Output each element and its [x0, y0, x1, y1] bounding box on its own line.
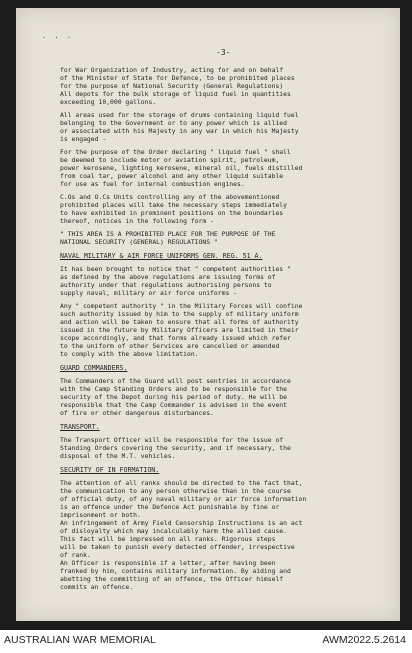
paragraph: The Transport Officer will be responsible for the issue of Standing Orders covering the security, and if necessary, the disposal of the M.T. vehicles.: [60, 436, 291, 460]
document-body: [60, 66, 382, 596]
paragraph: C.Os and O.Cs Units controlling any of the abovementioned prohibited places will take the necessary steps immediately to have exhibited in prominent positions on the boundaries thereof, notices in the following form -: [60, 193, 288, 225]
document-page: [16, 8, 400, 621]
paragraph: It has been brought to notice that " competent authorities " as defined by the above regulations are issuing forms of authority under that regulations authorising persons to supply naval, military or air force uniforms -: [60, 265, 291, 297]
section-heading: GUARD COMMANDERS.: [60, 364, 128, 372]
paragraph: " THIS AREA IS A PROHIBITED PLACE FOR THE PURPOSE OF THE NATIONAL SECURITY (GENERAL) REGULATIONS ": [60, 230, 276, 246]
paragraph: Any " competent authority " in the Military Forces will confine such authority issued by him to the supply of military uniform and action will be taken to ensure that all forms of authority issued in the future by Military Officers are limited in their scope accordingly, and that forms already issued which refer to the uniform of other Services are cancelled or amended to comply with the above limitation.: [60, 302, 303, 358]
paragraph: for War Organization of Industry, acting for and on behalf of the Minister of State for Defence, to be prohibited places for the purpose of National Security (General Regulations) All depots for the bulk storage of liquid fuel in quantities exceeding 10,000 gallons.: [60, 66, 295, 106]
footer-accession-number: AWM2022.5.2614: [322, 634, 406, 646]
page-number: -3-: [216, 48, 231, 57]
section-heading: SECURITY OF IN FORMATION.: [60, 466, 160, 474]
footer-bar: [0, 630, 412, 653]
paragraph: All areas used for the storage of drums containing liquid fuel belonging to the Government or to any power which is allied or associated with his Majesty in any war in which his Majesty is engaged -: [60, 111, 299, 143]
paragraph: The attention of all ranks should be directed to the fact that, the communication to any person otherwise than in the course of official duty, of any naval military or air force information is an offence under the Defence Act punishable by fine or imprisonment or both. An infringement of Army Field Censorship Instructions is an act of disloyalty which may incalculably harm the allied cause. This fact will be impressed on all ranks. Rigorous steps will be taken to punish every detected offender, irrespective of rank. An Officer is responsible if a letter, after having been franked by him, contains military information. By aiding and abetting the committing of an offence, the Officer himself commits an offence.: [60, 479, 307, 591]
paragraph: The Commanders of the Guard will post sentries in accordance with the Camp Standing Orders and to be responsible for the security of the Depot during his period of duty. He will be responsible that the Camp Commander is advised in the event of fire or other dangerous disturbances.: [60, 377, 291, 417]
footer-source-label: AUSTRALIAN WAR MEMORIAL: [4, 634, 156, 646]
paragraph: For the purpose of the Order declaring " liquid fuel " shall be deemed to include motor or aviation spirit, petroleum, power kerosene, lighting kerosene, mineral oil, fuels distilled from coal tar, power alcohol and any other liquid suitable for use as fuel for internal combustion engines.: [60, 148, 303, 188]
section-heading: TRANSPORT.: [60, 423, 100, 431]
section-heading: NAVAL MILITARY & AIR FORCE UNIFORMS GEN. REG. 51 A.: [60, 252, 263, 260]
pencil-marks: · · ·: [42, 34, 74, 42]
